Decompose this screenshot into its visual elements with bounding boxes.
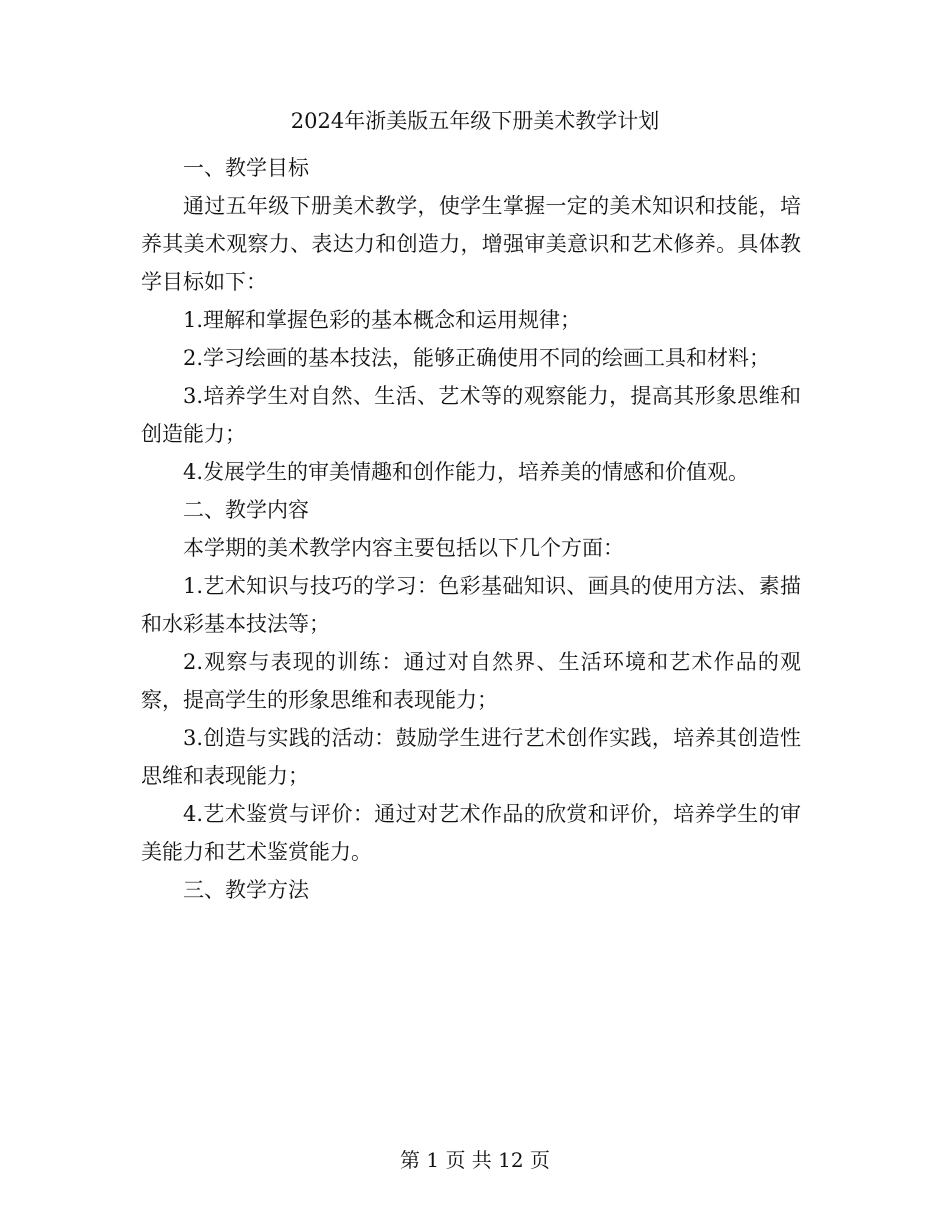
list-item-content-1: 1.艺术知识与技巧的学习：色彩基础知识、画具的使用方法、素描和水彩基本技法等； (141, 574, 801, 636)
paragraph-content-intro: 本学期的美术教学内容主要包括以下几个方面： (183, 536, 624, 560)
list-item-content-3: 3.创造与实践的活动：鼓励学生进行艺术创作实践，培养其创造性思维和表现能力； (141, 726, 801, 788)
page-number-footer: 第 1 页 共 12 页 (400, 1148, 550, 1172)
list-item-content-4: 4.艺术鉴赏与评价：通过对艺术作品的欣赏和评价，培养学生的审美能力和艺术鉴赏能力。 (141, 802, 801, 864)
document-title: 2024年浙美版五年级下册美术教学计划 (290, 109, 660, 133)
list-item-objective-1: 1.理解和掌握色彩的基本概念和运用规律； (183, 308, 582, 332)
section-heading-methods: 三、教学方法 (183, 878, 309, 902)
list-item-content-2: 2.观察与表现的训练：通过对自然界、生活环境和艺术作品的观察，提高学生的形象思维和表现能力； (141, 650, 801, 712)
paragraph-objectives-intro: 通过五年级下册美术教学，使学生掌握一定的美术知识和技能，培养其美术观察力、表达力和创造力，增强审美意识和艺术修养。具体教学目标如下： (141, 194, 801, 294)
list-item-objective-2: 2.学习绘画的基本技法，能够正确使用不同的绘画工具和材料； (183, 346, 771, 370)
section-heading-objectives: 一、教学目标 (183, 156, 309, 180)
section-heading-content: 二、教学内容 (183, 498, 309, 522)
list-item-objective-3: 3.培养学生对自然、生活、艺术等的观察能力，提高其形象思维和创造能力； (141, 384, 801, 446)
list-item-objective-4: 4.发展学生的审美情趣和创作能力，培养美的情感和价值观。 (183, 460, 750, 484)
document-body (141, 149, 801, 909)
